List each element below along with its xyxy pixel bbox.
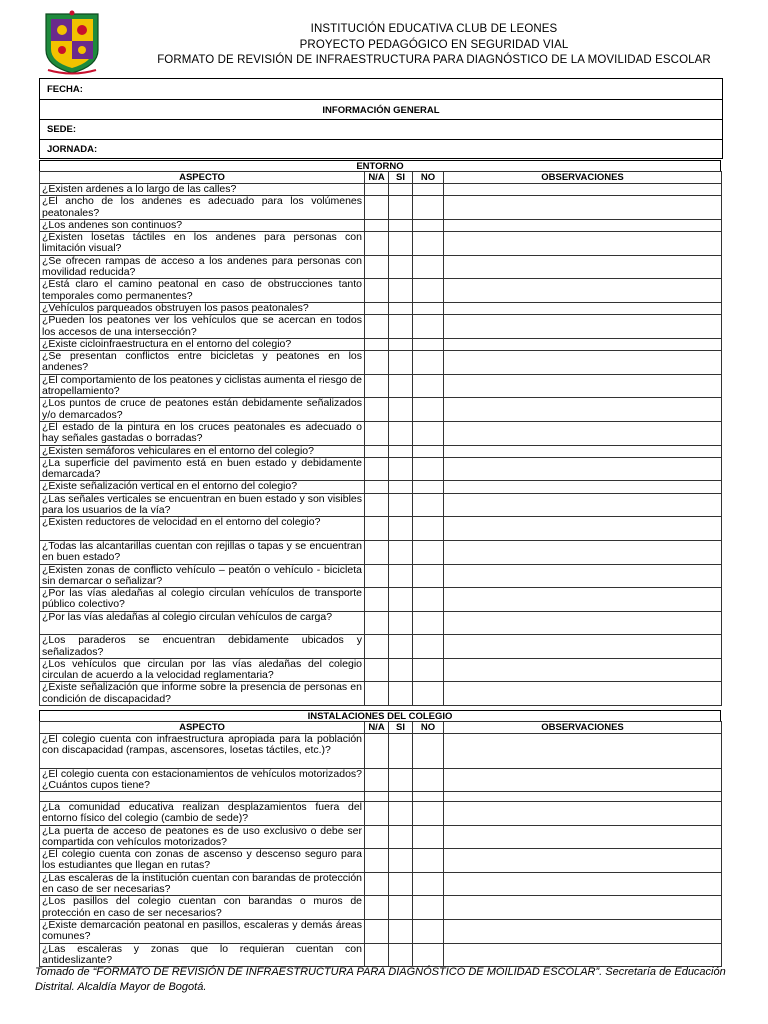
aspecto-question: ¿La puerta de acceso de peatones es de uso exclusivo o debe ser compartida con vehículos motorizados? [40,825,365,849]
no-cell[interactable] [413,540,444,564]
aspecto-question: ¿Por las vías aledañas al colegio circulan vehículos de carga? [40,611,365,635]
no-header: NO [413,722,444,734]
observaciones-cell[interactable] [444,849,722,873]
source-citation: Tomado de “FORMATO DE REVISIÓN DE INFRAESTRUCTURA PARA DIAGNÓSTICO DE MOILIDAD ESCOLAR”. Secretaría de Educación Distrital. Alcaldía Mayor de Bogotá. [35,966,726,993]
aspecto-question: ¿La comunidad educativa realizan desplazamientos fuera del entorno físico del colegio (cambio de sede)? [40,801,365,825]
si-cell[interactable] [389,943,413,967]
project-name: PROYECTO PEDAGÓGICO EN SEGURIDAD VIAL [299,38,569,51]
si-cell[interactable] [389,493,413,517]
na-cell[interactable] [365,872,389,896]
aspecto-question: ¿Los puntos de cruce de peatones están debidamente señalizados y/o demarcados? [40,398,365,422]
no-cell[interactable] [413,255,444,279]
instalaciones-table [39,721,722,967]
instalaciones-section [39,710,721,967]
table-row [40,896,722,920]
aspecto-question: ¿Las escaleras y zonas que lo requieran cuentan con antideslizante? [40,943,365,967]
si-cell[interactable] [389,351,413,375]
observaciones-cell[interactable] [444,398,722,422]
aspecto-question: ¿Los vehículos que circulan por las vías aledañas del colegio circulan de acuerdo a la velocidad reglamentaria? [40,658,365,682]
na-cell[interactable] [365,421,389,445]
table-row [40,825,722,849]
aspecto-question: ¿Las señales verticales se encuentran en buen estado y son visibles para los usuarios de la vía? [40,493,365,517]
si-cell[interactable] [389,457,413,481]
si-cell[interactable] [389,801,413,825]
observaciones-cell[interactable] [444,611,722,635]
aspecto-header: ASPECTO [40,172,365,184]
table-row [40,184,722,196]
no-cell[interactable] [413,351,444,375]
no-cell[interactable] [413,219,444,231]
si-cell[interactable] [389,481,413,493]
na-cell[interactable] [365,611,389,635]
table-row [40,801,722,825]
observaciones-cell[interactable] [444,421,722,445]
na-cell[interactable] [365,517,389,541]
form-title: FORMATO DE REVISIÓN DE INFRAESTRUCTURA PARA DIAGNÓSTICO DE LA MOVILIDAD ESCOLAR [157,54,711,66]
no-cell[interactable] [413,315,444,339]
observaciones-cell[interactable] [444,351,722,375]
si-cell[interactable] [389,338,413,350]
observaciones-cell[interactable] [444,872,722,896]
observaciones-cell[interactable] [444,734,722,769]
observaciones-cell[interactable] [444,801,722,825]
aspecto-question: ¿Existen zonas de conflicto vehículo – peatón o vehículo - bicicleta sin demarcar o señalizar? [40,564,365,588]
aspecto-question: ¿Vehículos parqueados obstruyen los pasos peatonales? [40,302,365,314]
no-cell[interactable] [413,658,444,682]
table-row [40,517,722,541]
na-cell[interactable] [365,658,389,682]
no-cell[interactable] [413,734,444,769]
na-cell[interactable] [365,682,389,706]
entorno-table [39,171,722,706]
na-cell[interactable] [365,919,389,943]
observaciones-cell[interactable] [444,658,722,682]
aspecto-question: ¿El colegio cuenta con infraestructura apropiada para la población con discapacidad (rampas, ascensores, losetas táctiles, etc.)? [40,734,365,769]
na-cell[interactable] [365,232,389,256]
table-row [40,232,722,256]
observaciones-cell[interactable] [444,564,722,588]
table-row [40,943,722,967]
observaciones-cell[interactable] [444,374,722,398]
si-cell[interactable] [389,219,413,231]
si-cell[interactable] [389,184,413,196]
si-cell[interactable] [389,564,413,588]
table-row [40,564,722,588]
si-cell[interactable] [389,540,413,564]
no-cell[interactable] [413,232,444,256]
entorno-title: ENTORNO [39,160,721,171]
observaciones-cell[interactable] [444,682,722,706]
observaciones-cell[interactable] [444,768,722,792]
si-cell[interactable] [389,734,413,769]
na-cell[interactable] [365,398,389,422]
no-cell[interactable] [413,768,444,792]
aspecto-question: ¿El estado de la pintura en los cruces peatonales es adecuado o hay señales gastadas o borradas? [40,421,365,445]
observaciones-cell[interactable] [444,517,722,541]
na-cell[interactable] [365,588,389,612]
na-cell[interactable] [365,445,389,457]
table-row [40,351,722,375]
observaciones-header: OBSERVACIONES [444,722,722,734]
aspecto-question: ¿Todas las alcantarillas cuentan con rejillas o tapas y se encuentran en buen estado? [40,540,365,564]
no-cell[interactable] [413,481,444,493]
aspecto-question: ¿El ancho de los andenes es adecuado para los volúmenes peatonales? [40,196,365,220]
no-cell[interactable] [413,398,444,422]
aspecto-question: ¿Existen reductores de velocidad en el entorno del colegio? [40,517,365,541]
observaciones-cell[interactable] [444,825,722,849]
observaciones-cell[interactable] [444,315,722,339]
si-cell[interactable] [389,232,413,256]
table-row [40,481,722,493]
no-cell[interactable] [413,374,444,398]
si-cell[interactable] [389,849,413,873]
na-cell[interactable] [365,635,389,659]
no-cell[interactable] [413,338,444,350]
no-cell[interactable] [413,849,444,873]
na-header: N/A [365,722,389,734]
no-cell[interactable] [413,445,444,457]
si-cell[interactable] [389,588,413,612]
table-row [40,792,722,801]
table-row [40,279,722,303]
no-cell[interactable] [413,279,444,303]
no-cell[interactable] [413,801,444,825]
table-row [40,457,722,481]
observaciones-cell[interactable] [444,792,722,801]
institution-name: INSTITUCIÓN EDUCATIVA CLUB DE LEONES [310,23,558,35]
table-row [40,682,722,706]
observaciones-cell[interactable] [444,919,722,943]
no-cell[interactable] [413,611,444,635]
aspecto-question: ¿Se presentan conflictos entre bicicletas y peatones en los andenes? [40,351,365,375]
observaciones-cell[interactable] [444,943,722,967]
instalaciones-title: INSTALACIONES DEL COLEGIO [39,710,721,721]
aspecto-question: ¿Existen ardenes a lo largo de las calles? [40,184,365,196]
aspecto-question: ¿Las escaleras de la institución cuentan con barandas de protección en caso de ser necesarias? [40,872,365,896]
si-cell[interactable] [389,517,413,541]
na-cell[interactable] [365,540,389,564]
si-cell[interactable] [389,255,413,279]
table-row [40,849,722,873]
observaciones-cell[interactable] [444,481,722,493]
si-cell[interactable] [389,374,413,398]
no-cell[interactable] [413,421,444,445]
table-row [40,338,722,350]
no-cell[interactable] [413,564,444,588]
na-header: N/A [365,172,389,184]
na-cell[interactable] [365,374,389,398]
si-cell[interactable] [389,768,413,792]
si-cell[interactable] [389,658,413,682]
no-cell[interactable] [413,457,444,481]
table-row [40,196,722,220]
si-cell[interactable] [389,682,413,706]
observaciones-cell[interactable] [444,635,722,659]
table-row [40,734,722,769]
observaciones-cell[interactable] [444,445,722,457]
si-header: SI [389,722,413,734]
na-cell[interactable] [365,338,389,350]
no-cell[interactable] [413,184,444,196]
table-row [40,398,722,422]
na-cell[interactable] [365,196,389,220]
table-row [40,315,722,339]
sede-label: SEDE: [47,124,77,135]
jornada-label: JORNADA: [47,144,98,155]
aspecto-question: ¿Existen semáforos vehiculares en el entorno del colegio? [40,445,365,457]
no-cell[interactable] [413,792,444,801]
no-cell[interactable] [413,943,444,967]
no-header: NO [413,172,444,184]
aspecto-question: ¿La superficie del pavimento está en buen estado y debidamente demarcada? [40,457,365,481]
si-cell[interactable] [389,872,413,896]
si-cell[interactable] [389,315,413,339]
observaciones-cell[interactable] [444,493,722,517]
si-cell[interactable] [389,196,413,220]
na-cell[interactable] [365,943,389,967]
aspecto-question: ¿Los paraderos se encuentran debidamente ubicados y señalizados? [40,635,365,659]
aspecto-question [40,792,365,801]
observaciones-cell[interactable] [444,184,722,196]
aspecto-question: ¿Existe señalización vertical en el entorno del colegio? [40,481,365,493]
observaciones-cell[interactable] [444,540,722,564]
observaciones-cell[interactable] [444,196,722,220]
aspecto-question: ¿El colegio cuenta con estacionamientos de vehículos motorizados? ¿Cuántos cupos tiene? [40,768,365,792]
na-cell[interactable] [365,493,389,517]
table-row [40,635,722,659]
na-cell[interactable] [365,768,389,792]
observaciones-cell[interactable] [444,279,722,303]
na-cell[interactable] [365,279,389,303]
info-general-title: INFORMACIÓN GENERAL [322,105,440,116]
si-cell[interactable] [389,421,413,445]
na-cell[interactable] [365,849,389,873]
aspecto-question: ¿Los pasillos del colegio cuentan con barandas o muros de protección en caso de ser necesarios? [40,896,365,920]
si-cell[interactable] [389,919,413,943]
aspecto-question: ¿Los andenes son continuos? [40,219,365,231]
table-row [40,611,722,635]
na-cell[interactable] [365,255,389,279]
aspecto-question: ¿El colegio cuenta con zonas de ascenso y descenso seguro para los estudiantes que llegan en rutas? [40,849,365,873]
no-cell[interactable] [413,517,444,541]
na-cell[interactable] [365,825,389,849]
observaciones-cell[interactable] [444,255,722,279]
table-row [40,374,722,398]
na-cell[interactable] [365,481,389,493]
no-cell[interactable] [413,896,444,920]
table-row [40,421,722,445]
table-row [40,493,722,517]
aspecto-question: ¿Existen losetas táctiles en los andenes para personas con limitación visual? [40,232,365,256]
observaciones-cell[interactable] [444,232,722,256]
no-cell[interactable] [413,919,444,943]
table-row [40,540,722,564]
no-cell[interactable] [413,825,444,849]
aspecto-question: ¿El comportamiento de los peatones y ciclistas aumenta el riesgo de atropellamiento? [40,374,365,398]
document-header [0,0,768,78]
si-header: SI [389,172,413,184]
observaciones-cell[interactable] [444,302,722,314]
table-row [40,302,722,314]
si-cell[interactable] [389,611,413,635]
na-cell[interactable] [365,351,389,375]
na-cell[interactable] [365,302,389,314]
na-cell[interactable] [365,457,389,481]
no-cell[interactable] [413,682,444,706]
observaciones-cell[interactable] [444,588,722,612]
no-cell[interactable] [413,635,444,659]
si-cell[interactable] [389,302,413,314]
aspecto-question: ¿Existe cicloinfraestructura en el entorno del colegio? [40,338,365,350]
table-row [40,219,722,231]
no-cell[interactable] [413,493,444,517]
observaciones-cell[interactable] [444,896,722,920]
table-row [40,445,722,457]
table-row [40,872,722,896]
table-row [40,255,722,279]
si-cell[interactable] [389,792,413,801]
observaciones-header: OBSERVACIONES [444,172,722,184]
table-row [40,658,722,682]
no-cell[interactable] [413,196,444,220]
na-cell[interactable] [365,184,389,196]
no-cell[interactable] [413,302,444,314]
aspecto-question: ¿Existe señalización que informe sobre la presencia de personas en condición de discapacidad? [40,682,365,706]
table-row [40,768,722,792]
si-cell[interactable] [389,896,413,920]
na-cell[interactable] [365,734,389,769]
aspecto-question: ¿Se ofrecen rampas de acceso a los andenes para personas con movilidad reducida? [40,255,365,279]
na-cell[interactable] [365,564,389,588]
table-row [40,588,722,612]
general-info-box [39,78,723,159]
observaciones-cell[interactable] [444,219,722,231]
na-cell[interactable] [365,896,389,920]
table-row [40,919,722,943]
aspecto-question: ¿Pueden los peatones ver los vehículos que se acercan en todos los accesos de una intersección? [40,315,365,339]
entorno-section [39,160,721,706]
si-cell[interactable] [389,445,413,457]
na-cell[interactable] [365,792,389,801]
si-cell[interactable] [389,279,413,303]
no-cell[interactable] [413,588,444,612]
observaciones-cell[interactable] [444,457,722,481]
na-cell[interactable] [365,219,389,231]
aspecto-question: ¿Existe demarcación peatonal en pasillos, escaleras y demás áreas comunes? [40,919,365,943]
si-cell[interactable] [389,825,413,849]
fecha-label: FECHA: [47,84,83,95]
school-crest-logo [40,10,104,76]
aspecto-header: ASPECTO [40,722,365,734]
si-cell[interactable] [389,635,413,659]
si-cell[interactable] [389,398,413,422]
no-cell[interactable] [413,872,444,896]
aspecto-question: ¿Por las vías aledañas al colegio circulan vehículos de transporte público colectivo? [40,588,365,612]
observaciones-cell[interactable] [444,338,722,350]
na-cell[interactable] [365,315,389,339]
aspecto-question: ¿Está claro el camino peatonal en caso de obstrucciones tanto temporales como permanentes? [40,279,365,303]
na-cell[interactable] [365,801,389,825]
